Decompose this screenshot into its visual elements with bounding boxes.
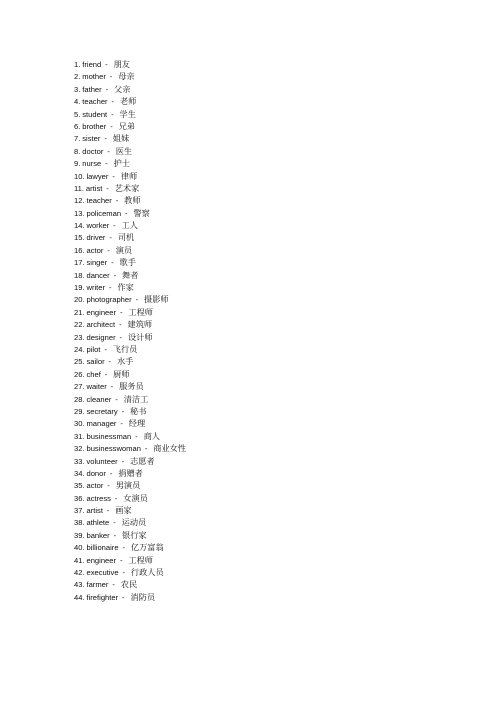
english-word: actor	[86, 481, 104, 491]
list-item	[74, 219, 186, 231]
list-item	[74, 70, 186, 82]
english-word: friend	[82, 60, 102, 69]
separator: -	[104, 134, 107, 144]
separator: -	[110, 121, 113, 131]
english-word: singer	[86, 258, 108, 268]
separator: -	[122, 543, 125, 553]
list-item	[74, 504, 186, 516]
chinese-translation: 工程师	[128, 554, 153, 565]
list-item	[74, 430, 186, 442]
separator: -	[144, 444, 148, 454]
entry-number: 13.	[74, 208, 85, 218]
list-item	[74, 281, 186, 293]
list-item	[74, 83, 186, 95]
separator: -	[135, 431, 138, 441]
chinese-translation: 工人	[121, 220, 138, 231]
english-word: mother	[82, 72, 106, 82]
english-word: manager	[86, 419, 117, 429]
english-word: doctor	[82, 146, 104, 156]
english-word: artist	[85, 183, 103, 193]
list-item	[74, 492, 186, 504]
list-item	[74, 368, 186, 380]
chinese-translation: 飞行员	[112, 343, 138, 354]
chinese-translation: 消防员	[130, 591, 156, 602]
separator: -	[120, 419, 123, 429]
chinese-translation: 教师	[124, 195, 141, 206]
entry-number: 37.	[74, 506, 85, 516]
english-word: teacher	[82, 97, 108, 107]
chinese-translation: 服务员	[119, 381, 144, 392]
chinese-translation: 律师	[120, 170, 138, 181]
entry-number: 19.	[74, 283, 85, 293]
english-word: cleaner	[86, 394, 112, 404]
chinese-translation: 银行家	[122, 529, 147, 540]
english-word: engineer	[86, 555, 117, 565]
chinese-translation: 画家	[115, 505, 132, 516]
entry-number: 44.	[74, 592, 85, 602]
separator: -	[122, 592, 125, 602]
entry-number: 7.	[74, 134, 81, 144]
entry-number: 9.	[74, 159, 81, 169]
chinese-translation: 厨师	[113, 368, 130, 379]
list-item	[74, 380, 186, 392]
entry-number: 10.	[74, 171, 85, 181]
separator: -	[105, 159, 108, 169]
list-item	[74, 541, 186, 553]
list-item	[74, 455, 186, 467]
chinese-translation: 商人	[143, 430, 160, 441]
list-item	[74, 442, 186, 454]
chinese-translation: 亿万富翁	[130, 542, 164, 553]
entry-number: 27.	[74, 382, 85, 392]
list-item	[74, 306, 186, 318]
separator: -	[106, 506, 110, 516]
entry-number: 23.	[74, 332, 85, 342]
entry-number: 18.	[74, 270, 85, 280]
english-word: brother	[82, 121, 107, 131]
english-word: engineer	[86, 307, 117, 317]
list-item	[74, 207, 186, 219]
separator: -	[111, 109, 114, 119]
english-word: executive	[86, 568, 119, 578]
separator: -	[107, 146, 110, 156]
separator: -	[111, 258, 114, 268]
separator: -	[112, 171, 115, 181]
english-word: businesswoman	[86, 444, 141, 454]
chinese-translation: 演员	[115, 244, 133, 255]
entry-number: 39.	[74, 530, 85, 540]
english-word: writer	[86, 283, 106, 293]
english-word: policeman	[86, 208, 122, 218]
entry-number: 2.	[74, 72, 81, 82]
english-word: nurse	[82, 159, 102, 169]
chinese-translation: 清洁工	[123, 393, 149, 404]
english-word: photographer	[86, 295, 132, 305]
separator: -	[114, 493, 118, 503]
chinese-translation: 行政人员	[130, 567, 164, 578]
english-word: artist	[86, 506, 103, 516]
chinese-translation: 老师	[119, 96, 137, 107]
separator: -	[115, 196, 119, 206]
entry-number: 15.	[74, 233, 85, 243]
list-item	[74, 393, 186, 405]
separator: -	[106, 183, 109, 193]
entry-number: 4.	[74, 97, 81, 107]
list-item	[74, 132, 186, 144]
entry-number: 26.	[74, 369, 85, 379]
separator: -	[105, 60, 108, 69]
english-word: secretary	[86, 406, 118, 416]
entry-number: 43.	[74, 580, 85, 590]
separator: -	[121, 456, 125, 466]
entry-number: 5.	[74, 109, 81, 119]
english-word: businessman	[86, 431, 132, 441]
list-item	[74, 108, 186, 120]
list-item	[74, 566, 186, 578]
entry-number: 42.	[74, 568, 85, 578]
list-item	[74, 479, 186, 491]
list-item	[74, 157, 186, 169]
separator: -	[113, 270, 117, 280]
english-word: donor	[86, 468, 106, 478]
chinese-translation: 医生	[115, 145, 133, 156]
list-item	[74, 170, 186, 182]
chinese-translation: 学生	[119, 108, 136, 119]
chinese-translation: 商业女性	[153, 443, 187, 454]
chinese-translation: 朋友	[113, 59, 130, 69]
list-item	[74, 58, 186, 70]
list-item	[74, 293, 186, 305]
separator: -	[113, 530, 117, 540]
list-item	[74, 355, 186, 367]
separator: -	[109, 72, 113, 82]
list-item	[74, 343, 186, 355]
entry-number: 24.	[74, 344, 85, 354]
english-word: banker	[86, 530, 110, 540]
english-word: architect	[86, 320, 116, 330]
entry-number: 41.	[74, 555, 85, 565]
separator: -	[113, 221, 116, 231]
english-word: teacher	[86, 196, 112, 206]
list-item	[74, 578, 186, 590]
entry-number: 25.	[74, 357, 85, 367]
english-word: athlete	[86, 518, 110, 528]
separator: -	[113, 518, 116, 528]
entry-number: 21.	[74, 307, 85, 317]
separator: -	[109, 468, 113, 478]
chinese-translation: 母亲	[118, 71, 135, 82]
chinese-translation: 男演员	[115, 480, 141, 491]
entry-number: 6.	[74, 121, 81, 131]
entry-number: 35.	[74, 481, 85, 491]
english-word: volunteer	[86, 456, 118, 466]
list-item	[74, 467, 186, 479]
chinese-translation: 舞者	[122, 269, 139, 280]
vocabulary-list	[74, 58, 186, 603]
chinese-translation: 捐赠者	[118, 467, 143, 478]
english-word: father	[82, 84, 102, 94]
chinese-translation: 父亲	[114, 83, 131, 94]
chinese-translation: 作家	[117, 282, 134, 293]
separator: -	[104, 344, 107, 354]
list-item	[74, 95, 186, 107]
list-item	[74, 145, 186, 157]
english-word: firefighter	[86, 592, 119, 602]
list-item	[74, 256, 186, 268]
separator: -	[110, 382, 114, 392]
chinese-translation: 歌手	[119, 257, 136, 268]
separator: -	[107, 481, 110, 491]
english-word: sailor	[86, 357, 105, 367]
english-word: designer	[86, 332, 116, 342]
chinese-translation: 水手	[116, 356, 134, 367]
entry-number: 40.	[74, 543, 85, 553]
separator: -	[119, 320, 122, 330]
list-item	[74, 269, 186, 281]
list-item	[74, 318, 186, 330]
separator: -	[105, 84, 109, 94]
entry-number: 29.	[74, 406, 85, 416]
separator: -	[112, 580, 115, 590]
entry-number: 14.	[74, 221, 85, 231]
entry-number: 17.	[74, 258, 85, 268]
english-word: sister	[82, 134, 101, 144]
english-word: lawyer	[86, 171, 109, 181]
entry-number: 31.	[74, 431, 85, 441]
chinese-translation: 志愿者	[130, 455, 155, 466]
list-item	[74, 231, 186, 243]
english-word: worker	[86, 221, 110, 231]
list-item	[74, 194, 186, 206]
english-word: farmer	[86, 580, 109, 590]
chinese-translation: 艺术家	[114, 182, 140, 193]
list-item	[74, 244, 186, 256]
chinese-translation: 兄弟	[118, 120, 136, 131]
separator: -	[108, 357, 112, 367]
entry-number: 36.	[74, 493, 85, 503]
list-item	[74, 405, 186, 417]
entry-number: 28.	[74, 394, 85, 404]
english-word: student	[82, 109, 108, 119]
english-word: dancer	[86, 270, 110, 280]
separator: -	[119, 307, 123, 317]
separator: -	[119, 555, 123, 565]
chinese-translation: 建筑师	[127, 319, 153, 330]
entry-number: 16.	[74, 245, 85, 255]
chinese-translation: 运动员	[121, 517, 147, 528]
english-word: chef	[86, 369, 101, 379]
chinese-translation: 设计师	[127, 331, 153, 342]
separator: -	[109, 233, 112, 243]
separator: -	[115, 394, 118, 404]
separator: -	[135, 295, 139, 305]
chinese-translation: 护士	[113, 158, 130, 169]
entry-number: 22.	[74, 320, 85, 330]
separator: -	[125, 208, 128, 218]
separator: -	[119, 332, 123, 342]
separator: -	[121, 406, 125, 416]
entry-number: 11.	[74, 183, 84, 193]
entry-number: 12.	[74, 196, 85, 206]
chinese-translation: 警察	[133, 207, 150, 218]
entry-number: 32.	[74, 444, 85, 454]
chinese-translation: 经理	[128, 418, 146, 429]
english-word: waiter	[86, 382, 107, 392]
separator: -	[111, 97, 115, 107]
english-word: billionaire	[86, 543, 119, 553]
list-item	[74, 554, 186, 566]
entry-number: 1.	[74, 60, 81, 69]
chinese-translation: 摄影师	[144, 294, 169, 305]
separator: -	[122, 568, 125, 578]
entry-number: 34.	[74, 468, 85, 478]
list-item	[74, 591, 186, 603]
list-item	[74, 417, 186, 429]
entry-number: 20.	[74, 295, 85, 305]
english-word: driver	[86, 233, 106, 243]
list-item	[74, 516, 186, 528]
entry-number: 8.	[74, 146, 81, 156]
english-word: actress	[86, 493, 111, 503]
list-item	[74, 529, 186, 541]
chinese-translation: 农民	[120, 579, 138, 590]
english-word: actor	[86, 245, 104, 255]
english-word: pilot	[86, 344, 101, 354]
separator: -	[107, 245, 110, 255]
list-item	[74, 182, 186, 194]
entry-number: 38.	[74, 518, 85, 528]
separator: -	[108, 283, 112, 293]
list-item	[74, 331, 186, 343]
list-item	[74, 120, 186, 132]
chinese-translation: 工程师	[128, 306, 153, 317]
chinese-translation: 司机	[117, 232, 135, 243]
chinese-translation: 女演员	[123, 492, 148, 503]
separator: -	[104, 369, 108, 379]
chinese-translation: 姐妹	[112, 133, 130, 144]
entry-number: 30.	[74, 419, 85, 429]
entry-number: 3.	[74, 84, 81, 94]
chinese-translation: 秘书	[130, 405, 147, 416]
entry-number: 33.	[74, 456, 85, 466]
